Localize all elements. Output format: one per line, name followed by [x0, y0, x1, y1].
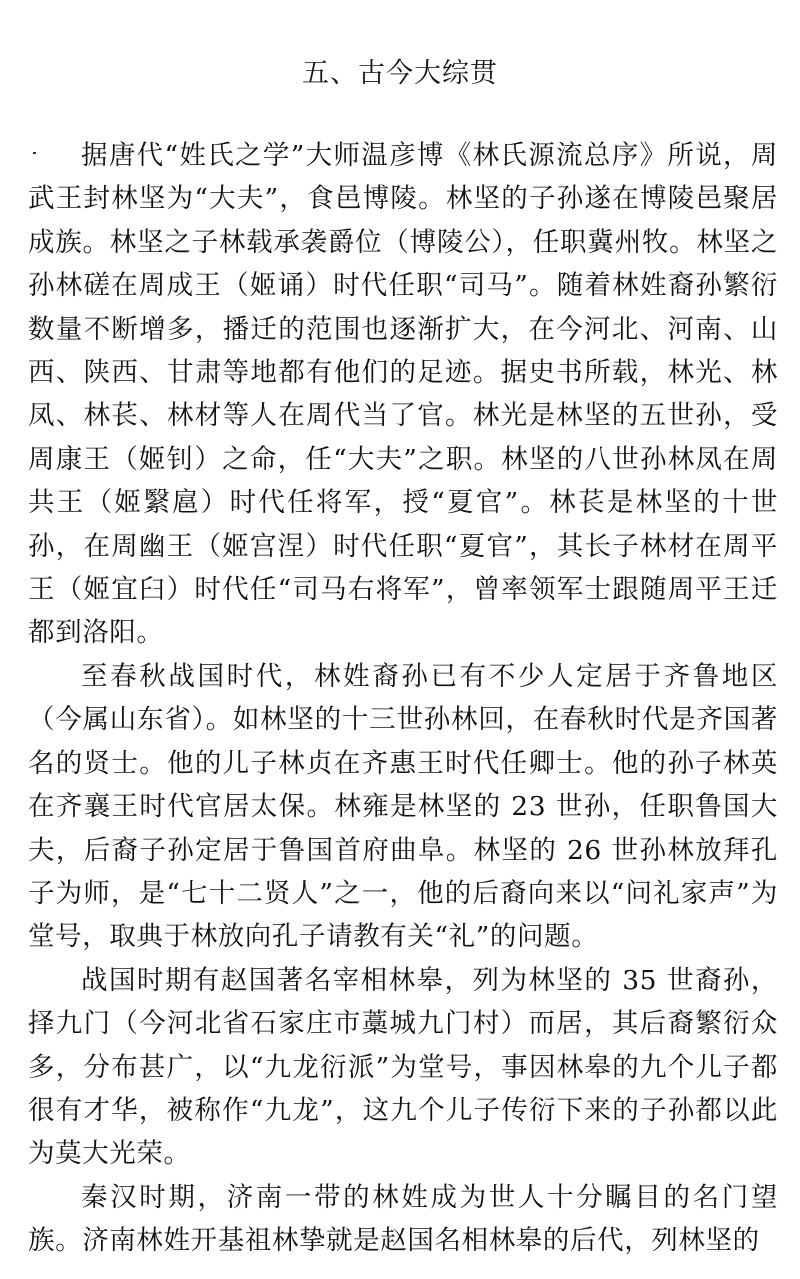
body-text: [28, 134, 778, 1263]
paragraph-3: 战国时期有赵国著名宰相林皋，列为林坚的 35 世裔孙，择九门（今河北省石家庄市藁城九门村）而居，其后裔繁衍众多，分布甚广，以“九龙衍派”为堂号，事因林皋的九个儿子都很有才华，被称作“九龙”，这九个儿子传衍下来的子孙都以此为莫大光荣。: [28, 964, 778, 1170]
paragraph-2: 至春秋战国时代，林姓裔孙已有不少人定居于齐鲁地区（今属山东省）。如林坚的十三世孙林回，在春秋时代是齐国著名的贤士。他的儿子林贞在齐惠王时代任卿士。他的孙子林英在齐襄王时代官居太保。林雍是林坚的 23 世孙，任职鲁国大夫，后裔子孙定居于鲁国首府曲阜。林坚的 26 世孙林放拜孔子为师，是“七十二贤人”之一，他的后裔向来以“问礼家声”为堂号，取典于林放向孔子请教有关“礼”的问题。: [28, 660, 778, 953]
section-title: 五、古今大综贯: [302, 58, 498, 89]
paragraph-4: 秦汉时期，济南一带的林姓成为世人十分瞩目的名门望族。济南林姓开基祖林挚就是赵国名相林皋的后代，列林坚的: [28, 1181, 778, 1257]
paragraph-1: 据唐代“姓氏之学”大师温彦博《林氏源流总序》所说，周武王封林坚为“大夫”，食邑博陵。林坚的子孙遂在博陵邑聚居成族。林坚之子林载承袭爵位（博陵公），任职冀州牧。林坚之孙林磋在周成王（姬诵）时代任职“司马”。随着林姓裔孙繁衍数量不断增多，播迁的范围也逐渐扩大，在今河北、河南、山西、陕西、甘肃等地都有他们的足迹。据史书所载，林光、林凤、林苌、林材等人在周代当了官。林光是林坚的五世孙，受周康王（姬钊）之命，任“大夫”之职。林坚的八世孙林凤在周共王（姬繄扈）时代任将军，授“夏官”。林苌是林坚的十世孙，在周幽王（姬宫涅）时代任职“夏官”，其长子林材在周平王（姬宜臼）时代任“司马右将军”，曾率领军士跟随周平王迁都到洛阳。: [28, 140, 778, 649]
